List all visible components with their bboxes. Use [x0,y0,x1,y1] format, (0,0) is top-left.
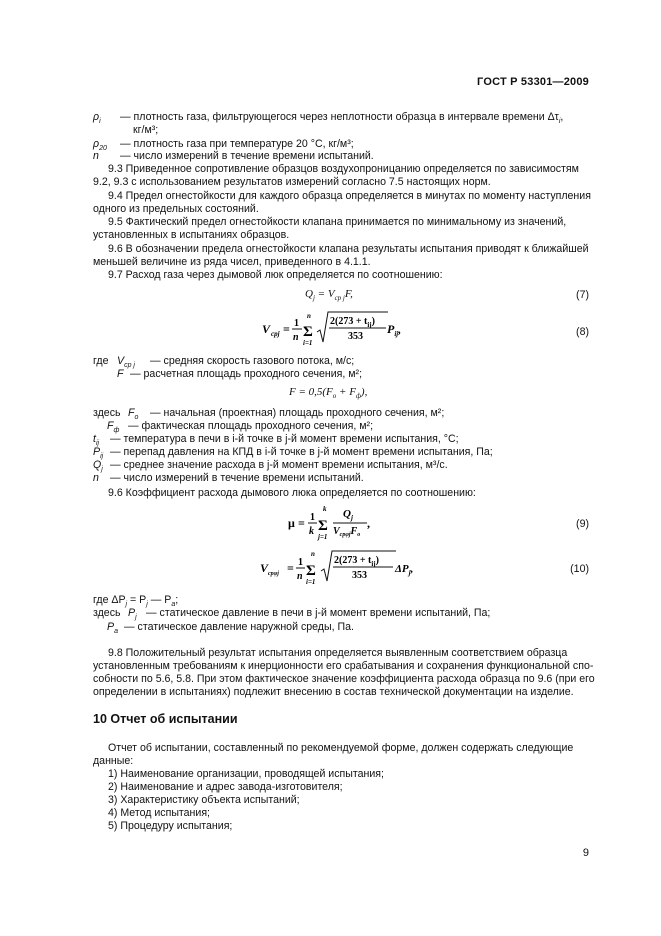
eq10-sum-bot: i=1 [306,578,316,586]
eq9-inner-num: $Q_j$ [343,508,353,522]
eq10-frac-num: 1 [298,557,303,568]
eq10-equals: = [287,561,294,575]
eq8-frac-num: 1 [294,318,299,329]
list-item: 1) Наименование организации, проводящей испытания; [108,768,384,780]
def-Q-j-text: — среднее значение расхода в j-й момент времени испытания, м³/с. [110,459,448,471]
eq8-lhs: V [262,322,271,336]
where-lead: где [93,355,109,367]
eq8-sum-bot: i=1 [303,339,313,347]
equation-9 [288,502,408,544]
symbol-n-2: n [93,472,99,484]
para-9-6b: 9.6 Коэффициент расхода дымового люка определяется по соотношению: [108,487,476,499]
para-10-line1: Отчет об испытании, составленный по рекомендуемой форме, должен содержать следующие [108,742,574,754]
symbol-t-ij: $t_{ij}$ [93,433,100,448]
list-item: 4) Метод испытания; [108,807,211,819]
eq8-sum-symbol: Σ [303,324,313,340]
def-P-ij-text: — перепад давления на КПД в i-й точке в j-й момент времени испытания, Па; [110,446,493,458]
equation-10 [260,547,420,589]
eq10-tail: $\Delta P_j$, [395,563,414,577]
para-9-8-line2: установленным требованиям к инерционности его срабатывания и сохранения функциональной спо- [93,660,594,672]
def-rho-i-text: — плотность газа, фильтрующегося через неплотности образца в интервале времени $\Delta\tau_i$, [120,111,564,126]
eq8-equals: = [283,322,290,336]
eq10-frac-den: n [297,571,303,582]
para-9-4-line1: 9.4 Предел огнестойкости для каждого образца определяется в минутах по моменту наступления [108,190,591,202]
list-item: 3) Характеристику объекта испытаний; [108,794,300,806]
where-delta-p: где $\Delta P_j = P_j$ — $P_a$; [93,594,179,609]
symbol-n: n [93,150,99,162]
list-item: 2) Наименование и адрес завода-изготовителя; [108,781,343,793]
eq10-sum-top: n [311,550,315,558]
eq9-frac-num: 1 [310,512,315,523]
eq9-tail: , [367,516,370,530]
equation-10-number: (10) [570,563,589,575]
symbol-P-a: $P_a$ [107,621,118,636]
symbol-Q-j: $Q_j$ [93,459,103,474]
equation-7-number: (7) [576,289,589,301]
document-id-header: ГОСТ Р 53301—2009 [477,76,589,88]
eq10-sum-symbol: Σ [306,563,316,579]
para-9-4-line2: одного из предельных состояний. [93,203,259,215]
eq8-root-den: 353 [348,331,363,342]
eq8-sum-top: n [307,312,311,320]
here-lead: здесь [93,407,121,419]
para-9-8-line3: собности по 5.6, 5.8. При этом фактическое значение коэффициента расхода образца по 9.6 (при его [93,673,595,685]
here-lead-2: здесь [93,607,121,619]
para-9-6a-line1: 9.6 В обозначении предела огнестойкости клапана результаты испытания приводят к ближайшей [108,243,589,255]
para-9-7: 9.7 Расход газа через дымовой люк определяется по соотношению: [108,269,443,281]
symbol-rho-20: $\rho_{20}$ [93,138,107,153]
equation-F: $F = 0,5(F_о + F_ф)$, [289,386,368,401]
eq9-inner-den: $V_{cp\varphi j}F_o$ [333,526,361,538]
def-F-text: — расчетная площадь проходного сечения, м²; [130,368,363,380]
def-rho-20-text: — плотность газа при температуре 20 °С, кг/м³; [120,138,354,150]
eq8-frac-den: n [293,332,299,343]
para-9-5-line2: установленных в испытаниях образцов. [93,229,290,241]
eq9-frac-den: k [309,526,314,537]
eq8-root-num: $2(273 + t_{ij})$ [330,316,375,329]
eq9-sum-top: k [323,505,327,513]
para-9-8-line1: 9.8 Положительный результат испытания определяется выявленным соответствием образца [108,647,568,659]
equation-7: $Q_j = V_{ср j}F$, [305,288,353,303]
symbol-P-j: $P_j$ [128,607,137,622]
symbol-P-ij: $P_{ij}$ [93,446,104,461]
symbol-vcpj: $V_{ср j}$ [117,355,135,370]
symbol-F: F [117,368,124,380]
def-n-text: — число измерений в течение времени испытаний. [120,150,374,162]
eq8-lhs-sub: cpj [271,330,280,338]
def-F-o-text: — начальная (проектная) площадь проходного сечения, м²; [150,407,445,419]
def-P-j-text: — статическое давление в печи в j-й момент времени испытаний, Па; [146,607,491,619]
def-n-2-text: — число измерений в течение времени испытаний. [110,472,364,484]
page-number: 9 [582,847,589,859]
eq10-root-num: $2(273 + t_{ij})$ [334,555,379,568]
symbol-F-o: $F_о$ [128,407,139,422]
equation-8 [262,308,402,348]
para-9-3-line2: 9.2, 9.3 с использованием результатов измерений согласно 7.5 настоящих норм. [93,176,491,188]
eq9-lhs: μ [288,516,295,530]
eq10-root-den: 353 [352,570,367,581]
para-9-6a-line2: меньшей величине из ряда чисел, приведенного в 4.1.1. [93,256,371,268]
def-P-a-text: — статическое давление наружной среды, Па. [124,621,354,633]
eq9-equals: = [298,516,305,530]
para-9-5-line1: 9.5 Фактический предел огнестойкости клапана принимается по минимальному из значений, [108,216,567,228]
symbol-F-f: $F_ф$ [107,420,120,435]
list-item: 5) Процедуру испытания; [108,820,233,832]
def-F-f-text: — фактическая площадь проходного сечения, м²; [128,420,374,432]
eq8-tail: $P_{ij}$, [387,322,402,338]
equation-9-number: (9) [576,518,589,530]
eq10-lhs: $V_{cp\varphi j}$ [260,561,279,577]
section-10-heading: 10 Отчет об испытании [93,712,238,726]
def-vcpj-text: — средняя скорость газового потока, м/с; [150,355,355,367]
para-9-3-line1: 9.3 Приведенное сопротивление образцов воздухопроницанию определяется по зависимостям [108,163,579,175]
para-10-line2: данные: [93,755,134,767]
symbol-rho-i: $\rho_i$ [93,111,101,126]
def-t-ij-text: — температура в печи в i-й точке в j-й момент времени испытания, °С; [110,433,459,445]
def-rho-i-cont: кг/м³; [133,124,159,136]
eq9-sum-bot: j=1 [318,533,328,541]
para-9-8-line4: определении в испытаниях) подлежит внесению в состав технической документации на изделие. [93,686,574,698]
equation-8-number: (8) [576,326,589,338]
eq9-sum-symbol: Σ [318,518,328,534]
